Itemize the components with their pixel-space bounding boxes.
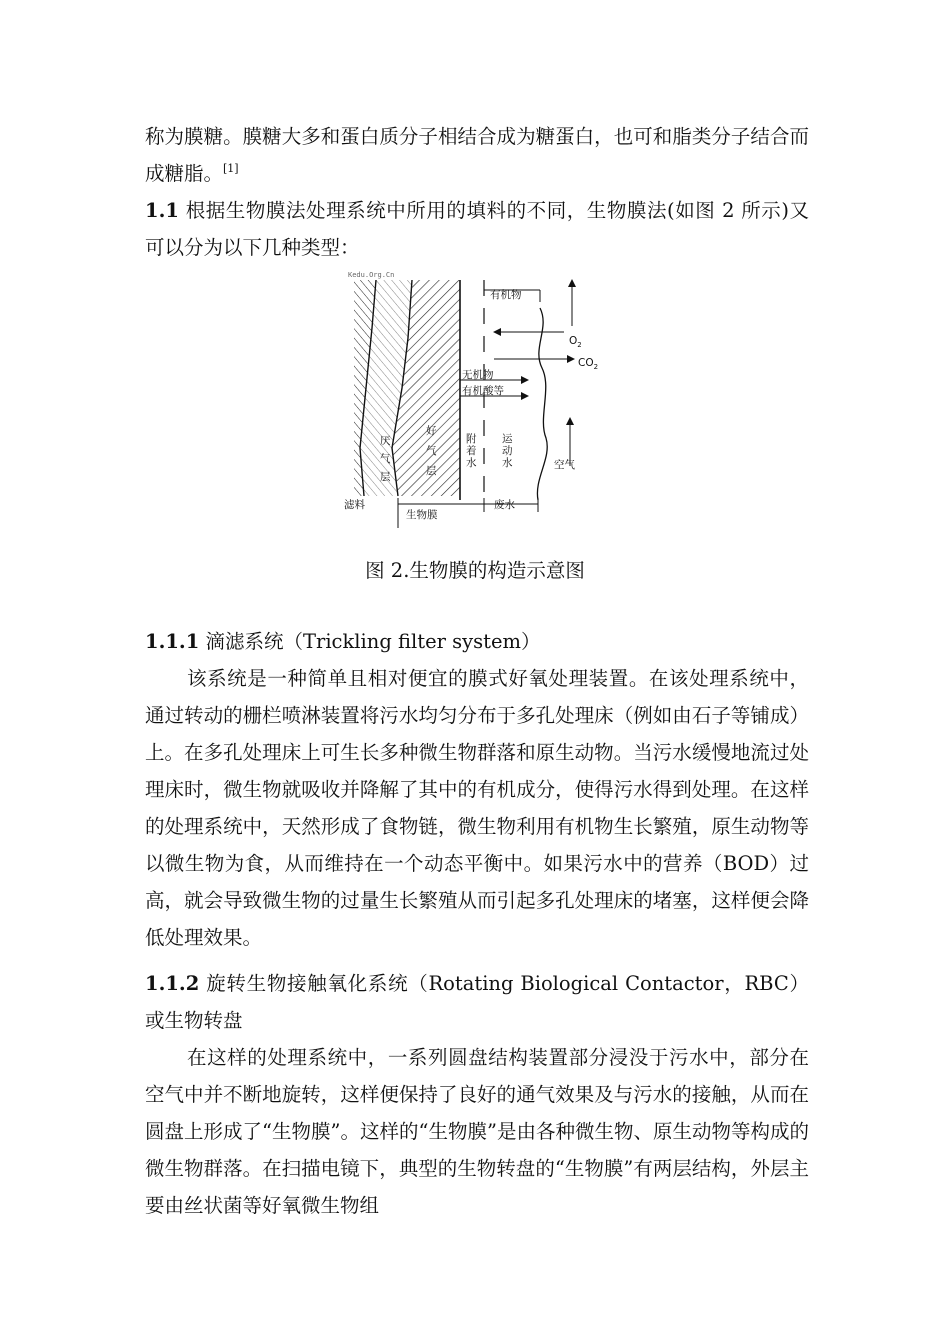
section-number: 1.1.1: [145, 630, 200, 653]
citation-ref[interactable]: [1]: [223, 162, 239, 175]
section-title: 旋转生物接触氧化系统（Rotating Biological Contactor，RBC）或生物转盘: [145, 972, 809, 1032]
label-anaerobic-1: 厌: [380, 435, 391, 447]
intro-block: [145, 118, 809, 266]
section-1-1-paragraph: [145, 192, 809, 266]
figure-caption: 图 2.生物膜的构造示意图: [365, 559, 585, 582]
intro-text: 称为膜糖。膜糖大多和蛋白质分子相结合成为糖蛋白，也可和脂类分子结合而成糖脂。: [145, 125, 809, 185]
section-heading: [145, 623, 809, 660]
label-aerobic-1: 好: [426, 425, 437, 437]
section-1-1-1: [145, 623, 809, 956]
label-attached-3: 水: [466, 457, 477, 469]
intro-paragraph: [145, 118, 809, 192]
label-inorganic: 无机物: [462, 369, 494, 381]
section-1-1-2: [145, 965, 809, 1224]
label-moving-3: 水: [502, 457, 513, 469]
label-aerobic-2: 气: [426, 445, 437, 457]
water-surface-line: [537, 308, 547, 500]
section-title: 滴滤系统（Trickling filter system）: [199, 630, 541, 653]
label-o2: $O_2$: [569, 335, 582, 349]
section-number: 1.1.2: [145, 972, 200, 995]
label-aerobic-3: 层: [426, 465, 437, 477]
label-attached-1: 附: [466, 433, 477, 445]
section-body: 在这样的处理系统中，一系列圆盘结构装置部分浸没于污水中，部分在空气中并不断地旋转，这样便保持了良好的通气效果及与污水的接触，从而在圆盘上形成了“生物膜”。这样的“生物膜”是由各种微生物、原生动物等构成的微生物群落。在扫描电镜下，典型的生物转盘的“生物膜”有两层结构，外层主要由丝状菌等好氧微生物组: [145, 1046, 809, 1217]
label-wastewater: 废水: [494, 499, 515, 511]
label-anaerobic-2: 气: [380, 453, 391, 465]
section-number: 1.1: [145, 199, 179, 222]
label-organic: 有机物: [490, 289, 522, 301]
biofilm-diagram: [342, 268, 612, 532]
label-filter: 滤料: [344, 499, 365, 511]
section-text: 根据生物膜法处理系统中所用的填料的不同，生物膜法(如图 2 所示)又可以分为以下几种类型：: [145, 199, 809, 259]
label-moving-2: 动: [502, 445, 513, 457]
label-organic-acid: 有机酸等: [462, 385, 504, 397]
watermark: Kedu.Org.Cn: [348, 271, 395, 279]
label-attached-2: 着: [466, 445, 477, 457]
label-air: 空气: [554, 459, 575, 471]
section-body: 该系统是一种简单且相对便宜的膜式好氧处理装置。在该处理系统中，通过转动的栅栏喷淋装置将污水均匀分布于多孔处理床（例如由石子等铺成）上。在多孔处理床上可生长多种微生物群落和原生动物。当污水缓慢地流过处理床时，微生物就吸收并降解了其中的有机成分，使得污水得到处理。在这样的处理系统中，天然形成了食物链，微生物利用有机物生长繁殖，原生动物等以微生物为食，从而维持在一个动态平衡中。如果污水中的营养（BOD）过高，就会导致微生物的过量生长繁殖从而引起多孔处理床的堵塞，这样便会降低处理效果。: [145, 667, 809, 949]
label-moving-1: 运: [502, 433, 513, 445]
section-heading: [145, 965, 809, 1039]
label-co2: $CO_2$: [578, 357, 599, 371]
label-biofilm: 生物膜: [406, 509, 438, 521]
label-anaerobic-3: 层: [380, 471, 391, 483]
